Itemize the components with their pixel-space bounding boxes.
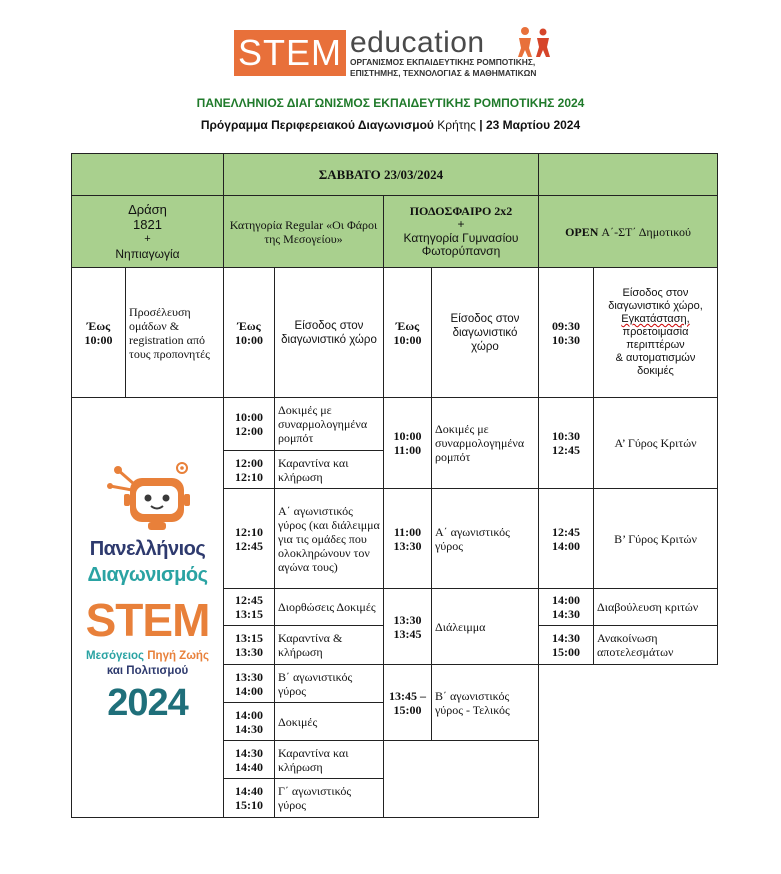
time-start: 12:45 xyxy=(552,524,580,539)
stem-logo-box: STEM xyxy=(234,30,346,76)
regular-row-time xyxy=(223,397,275,451)
c4-text1: Είσοδος στον διαγωνιστικό χώρο, xyxy=(608,287,703,312)
cat3-line3: Κατηγορία Γυμνασίου xyxy=(403,230,519,245)
regular-row-time xyxy=(223,702,275,741)
logo-subtitle-line1: ΟΡΓΑΝΙΣΜΟΣ ΕΚΠΑΙΔΕΥΤΙΚΗΣ ΡΟΜΠΟΤΙΚΗΣ, xyxy=(350,57,536,67)
regular-row-text: Γ΄ αγωνιστικός γύρος xyxy=(274,778,384,818)
regular-row-text: Δοκιμές xyxy=(274,702,384,741)
subtitle-region: Κρήτης xyxy=(437,118,476,132)
time-start: 13:45 – xyxy=(389,688,426,703)
row1-col4-text xyxy=(593,267,718,398)
time-start: Έως xyxy=(237,318,261,333)
header-empty-left xyxy=(71,153,224,196)
regular-row-text: Διορθώσεις Δοκιμές xyxy=(274,588,384,626)
regular-row-time xyxy=(223,588,275,626)
time-end: 10:30 xyxy=(552,332,580,347)
promo-line2: Διαγωνισμός xyxy=(87,564,208,586)
time-start: Έως xyxy=(86,318,111,333)
time-start: 12:10 xyxy=(235,524,263,539)
category-open xyxy=(538,195,718,268)
open-row-text: Β’ Γύρος Κριτών xyxy=(593,488,718,589)
time-end: 14:30 xyxy=(235,721,263,736)
time-start: 14:30 xyxy=(235,745,263,760)
time-start: Έως xyxy=(395,318,420,333)
time-end: 13:15 xyxy=(235,607,263,621)
people-logo-icon xyxy=(516,26,556,58)
time-start: 12:00 xyxy=(235,455,263,470)
football-row-time xyxy=(383,488,432,589)
row1-col3-time xyxy=(383,267,432,398)
row1-col3-text: Είσοδος στον διαγωνιστικό χώρο xyxy=(431,267,539,398)
time-end: 10:00 xyxy=(393,332,422,347)
promo-line3 xyxy=(72,650,223,662)
time-end: 10:00 xyxy=(84,332,113,347)
cat4-bold: OPEN xyxy=(565,224,599,239)
regular-row-text: Καραντίνα και κλήρωση xyxy=(274,450,384,489)
time-end: 15:10 xyxy=(235,798,263,812)
subtitle-date: | 23 Μαρτίου 2024 xyxy=(479,118,581,132)
open-row-text: Α’ Γύρος Κριτών xyxy=(593,397,718,489)
day-header: ΣΑΒΒΑΤΟ 23/03/2024 xyxy=(223,153,539,196)
cat1-line2: 1821 xyxy=(133,216,162,232)
time-end: 13:30 xyxy=(235,645,263,659)
time-start: 13:30 xyxy=(235,669,263,684)
time-end: 14:00 xyxy=(235,683,263,698)
row1-col4-time xyxy=(538,267,594,398)
regular-row-text: Δοκιμές με συναρμολογημένα ρομπότ xyxy=(274,397,384,451)
regular-row-time xyxy=(223,740,275,779)
time-start: 12:45 xyxy=(235,593,263,607)
regular-row-time xyxy=(223,664,275,703)
time-start: 14:30 xyxy=(552,631,580,645)
football-row-text: Β΄ αγωνιστικός γύρος - Τελικός xyxy=(431,664,539,741)
cat3-line2: + xyxy=(457,217,465,231)
header-empty-right xyxy=(538,153,718,196)
time-start: 09:30 xyxy=(552,318,580,333)
promo-line3a: Μεσόγειος xyxy=(86,650,145,662)
c4-text4: & αυτοματισμών δοκιμές xyxy=(615,352,696,377)
open-row-time xyxy=(538,397,594,489)
time-end: 15:00 xyxy=(552,645,580,659)
promo-line1: Πανελλήνιος xyxy=(89,538,206,560)
time-start: 14:00 xyxy=(235,707,263,722)
regular-row-time xyxy=(223,625,275,665)
regular-row-time xyxy=(223,488,275,589)
football-row-time xyxy=(383,664,432,741)
time-start: 10:00 xyxy=(235,410,263,424)
regular-row-text: Καραντίνα και κλήρωση xyxy=(274,740,384,779)
open-row-time xyxy=(538,625,594,665)
time-start: 10:00 xyxy=(393,429,422,443)
promo-cell xyxy=(71,397,224,818)
time-end: 12:45 xyxy=(552,443,580,457)
category-football xyxy=(383,195,539,268)
cat1-line4: Νηπιαγωγία xyxy=(115,246,180,261)
time-end: 14:30 xyxy=(552,607,580,621)
row1-col1-text: Προσέλευση ομάδων & registration από τους προπονητές xyxy=(125,267,224,398)
logo-subtitle-line2: ΕΠΙΣΤΗΜΗΣ, ΤΕΧΝΟΛΟΓΙΑΣ & ΜΑΘΗΜΑΤΙΚΩΝ xyxy=(350,67,537,78)
football-empty-cell xyxy=(383,740,539,818)
page-subtitle xyxy=(0,118,781,132)
time-start: 11:00 xyxy=(393,524,422,539)
time-start: 14:40 xyxy=(235,784,263,798)
time-end: 13:30 xyxy=(393,538,422,553)
row1-col1-time xyxy=(71,267,126,398)
regular-row-text: Α΄ αγωνιστικός γύρος (και διάλειμμα για τις ομάδες που ολοκληρώνουν τον αγώνα τους) xyxy=(274,488,384,589)
cat1-line1: Δράση xyxy=(128,201,167,217)
category-regular: Κατηγορία Regular «Οι Φάροι της Μεσογείου» xyxy=(223,195,384,268)
time-end: 12:00 xyxy=(235,424,263,438)
logo-subtitle xyxy=(350,57,536,78)
promo-line3b: Πηγή Ζωής xyxy=(147,650,209,662)
time-start: 13:30 xyxy=(393,612,422,627)
promo-line4: και Πολιτισμού xyxy=(106,665,189,677)
open-row-time xyxy=(538,588,594,626)
regular-row-time xyxy=(223,778,275,818)
time-end: 14:40 xyxy=(235,759,263,774)
football-row-time xyxy=(383,397,432,489)
cat4-rest: Α΄-ΣΤ΄ Δημοτικού xyxy=(601,224,691,239)
promo-stem: STEM xyxy=(85,594,210,646)
time-start: 14:00 xyxy=(552,593,580,607)
time-end: 12:45 xyxy=(235,538,263,553)
page-title: ΠΑΝΕΛΛΗΝΙΟΣ ΔΙΑΓΩΝΙΣΜΟΣ ΕΚΠΑΙΔΕΥΤΙΚΗΣ ΡΟΜΠΟΤΙΚΗΣ 2024 xyxy=(196,96,585,110)
open-row-text: Διαβούλευση κριτών xyxy=(593,588,718,626)
time-end: 10:00 xyxy=(235,332,263,347)
robot-icon xyxy=(102,456,202,536)
open-row-text: Ανακοίνωση αποτελεσμάτων xyxy=(593,625,718,665)
regular-row-text: Καραντίνα & κλήρωση xyxy=(274,625,384,665)
time-end: 11:00 xyxy=(393,443,422,457)
promo-year: 2024 xyxy=(107,682,188,724)
education-wordmark: education xyxy=(350,26,485,59)
regular-row-time xyxy=(223,450,275,489)
football-row-text: Δοκιμές με συναρμολογημένα ρομπότ xyxy=(431,397,539,489)
time-end: 14:00 xyxy=(552,538,580,553)
cat1-line3: + xyxy=(144,232,151,245)
football-row-text: Διάλειμμα xyxy=(431,588,539,665)
time-end: 13:45 xyxy=(393,626,422,641)
football-row-time xyxy=(383,588,432,665)
open-row-time xyxy=(538,488,594,589)
time-end: 15:00 xyxy=(393,702,422,717)
time-end: 12:10 xyxy=(235,469,263,484)
cat3-line1: ΠΟΔΟΣΦΑΙΡΟ 2x2 xyxy=(409,203,513,218)
category-action-1821 xyxy=(71,195,224,268)
row1-col2-time xyxy=(223,267,275,398)
football-row-text: Α΄ αγωνιστικός γύρος xyxy=(431,488,539,589)
c4-text3: προετοιμασία περιπτέρων xyxy=(622,326,689,351)
subtitle-program: Πρόγραμμα Περιφερειακού Διαγωνισμού xyxy=(200,118,434,132)
row1-col2-text: Είσοδος στον διαγωνιστικό χώρο xyxy=(274,267,384,398)
time-start: 10:30 xyxy=(552,429,580,443)
regular-row-text: Β΄ αγωνιστικός γύρος xyxy=(274,664,384,703)
c4-text2: Εγκατάσταση, xyxy=(621,313,690,325)
cat3-line4: Φωτορύπανση xyxy=(421,244,501,258)
time-start: 13:15 xyxy=(235,631,263,645)
